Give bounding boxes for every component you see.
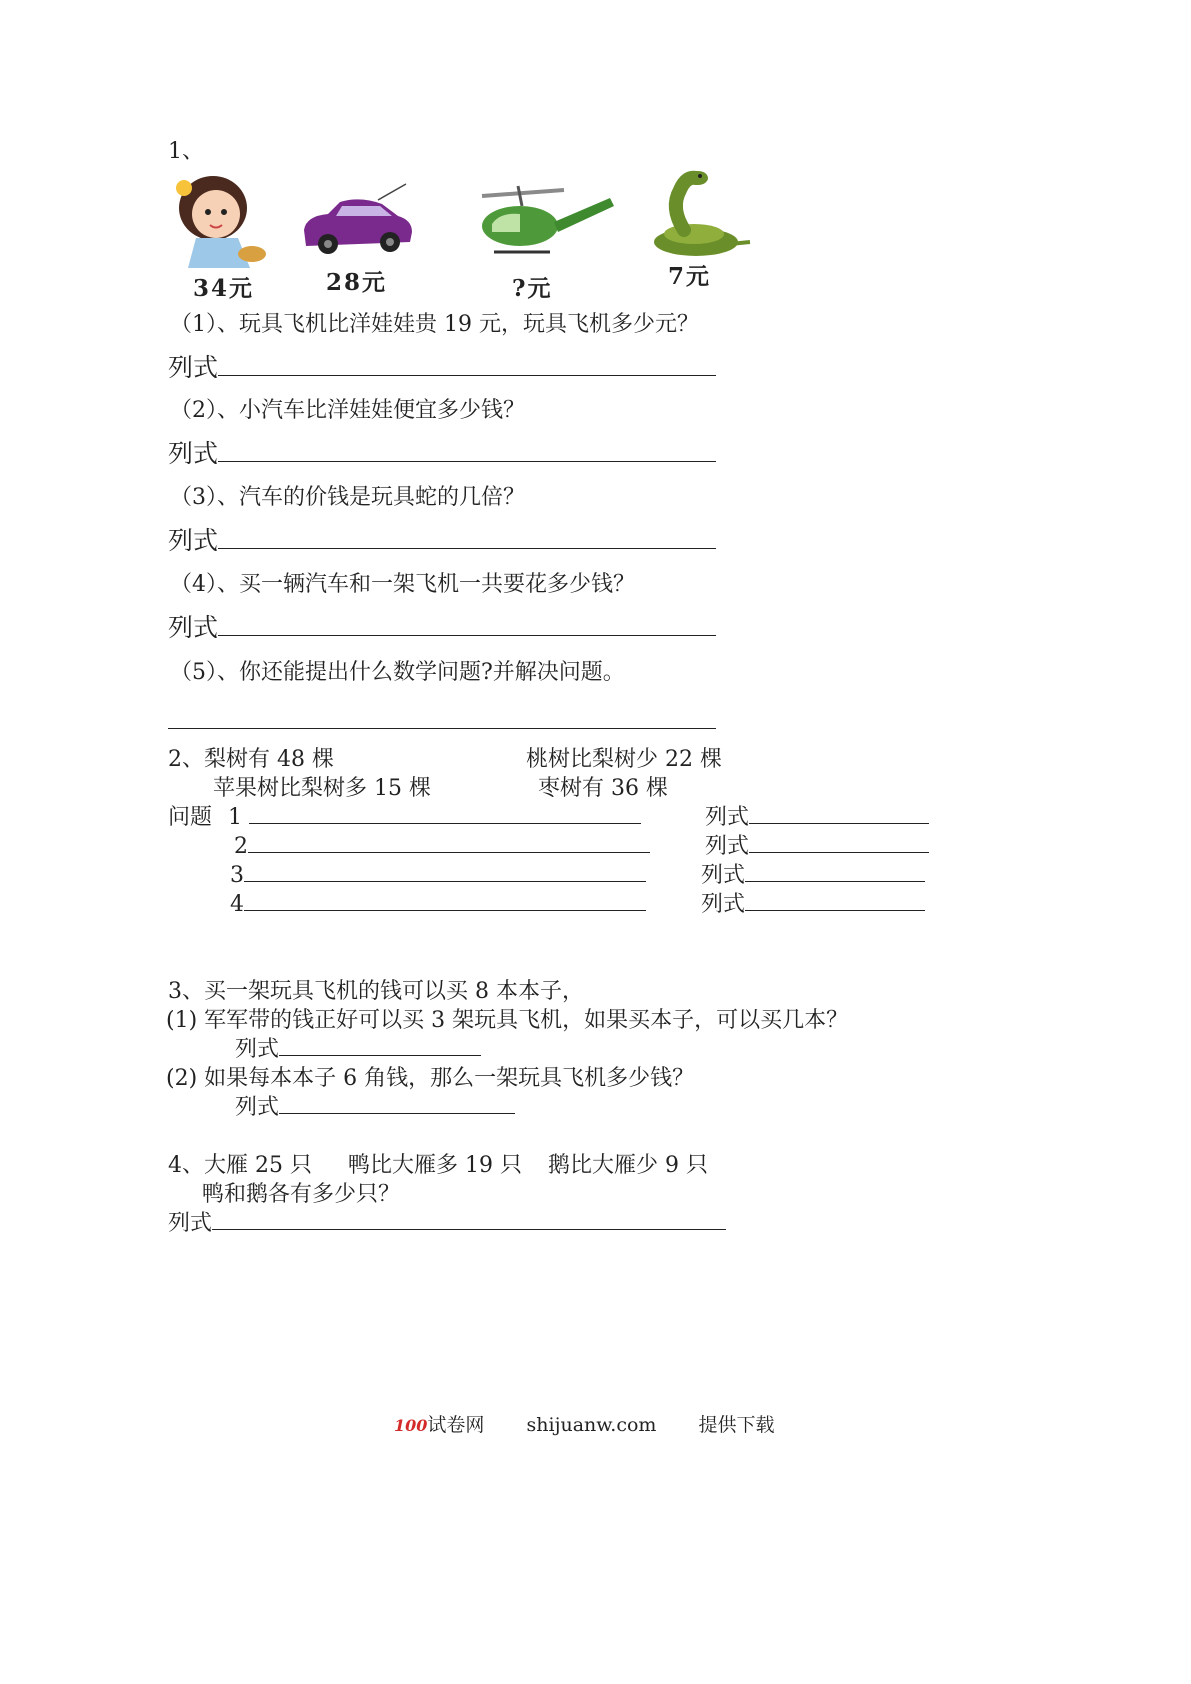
question-number: 4 — [230, 892, 244, 917]
footer — [394, 1412, 775, 1439]
footer-logo-number: 100 — [394, 1416, 428, 1435]
formula-label: 列式 — [168, 353, 219, 382]
answer-line[interactable] — [212, 1228, 726, 1230]
answer-line[interactable] — [745, 880, 925, 882]
q1-sub1: （1）、玩具飞机比洋娃娃贵 19 元，玩具飞机多少元？ — [170, 312, 699, 337]
car-picture — [298, 180, 418, 260]
snake-picture — [650, 168, 755, 260]
helicopter-price: ?元 — [512, 275, 553, 302]
q1-formula-row-2 — [168, 438, 716, 470]
q1-formula-row-3 — [168, 525, 716, 557]
answer-line[interactable] — [218, 374, 716, 376]
q1-formula-row-4 — [168, 612, 716, 644]
doll-picture — [168, 170, 273, 275]
q3-part1: (1) 军军带的钱正好可以买 3 架玩具飞机，如果买本子，可以买几本？ — [166, 1008, 849, 1033]
q4-formula-row — [168, 1209, 726, 1239]
q4-line1-b: 鸭比大雁多 19 只 — [348, 1153, 522, 1178]
q2-question-row-3 — [230, 861, 646, 891]
q3-formula-row-1 — [235, 1035, 481, 1065]
footer-note: 提供下载 — [698, 1414, 775, 1436]
answer-line[interactable] — [218, 634, 716, 636]
q4-line1-c: 鹅比大雁少 9 只 — [548, 1153, 708, 1178]
q1-number: 1、 — [168, 139, 204, 164]
q1-sub4: （4）、买一辆汽车和一架飞机一共要花多少钱？ — [170, 572, 635, 597]
q2-question-label: 问题 — [168, 805, 213, 830]
q1-formula-row-1 — [168, 352, 716, 384]
question-number: 1 — [228, 805, 242, 830]
q2-line1-right: 桃树比梨树少 22 棵 — [526, 747, 722, 772]
q2-line2-right: 枣树有 36 棵 — [538, 776, 668, 801]
answer-line[interactable] — [218, 547, 716, 549]
answer-line[interactable] — [749, 822, 929, 824]
question-line[interactable] — [249, 822, 641, 824]
q2-formula-row-3 — [701, 861, 925, 891]
question-line[interactable] — [244, 909, 646, 911]
q2-formula-row-4 — [701, 890, 925, 920]
q3-part2: (2) 如果每本本子 6 角钱，那么一架玩具飞机多少钱？ — [166, 1066, 695, 1091]
q1-sub5: （5）、你还能提出什么数学问题?并解决问题。 — [170, 660, 625, 685]
doll-price: 34元 — [193, 275, 255, 302]
formula-label: 列式 — [235, 1095, 280, 1120]
car-price: 28元 — [326, 269, 388, 296]
q2-question-row-4 — [230, 890, 646, 920]
q2-question-row-2 — [234, 832, 650, 862]
q2-line2-left: 苹果树比梨树多 15 棵 — [213, 776, 431, 801]
formula-label: 列式 — [705, 805, 750, 830]
q1-sub2: （2）、小汽车比洋娃娃便宜多少钱？ — [170, 398, 525, 423]
q2-formula-row-2 — [705, 832, 929, 862]
q3-title: 3、买一架玩具飞机的钱可以买 8 本本子， — [168, 979, 584, 1004]
q1-sub5-answer-line[interactable] — [168, 728, 716, 729]
formula-label: 列式 — [168, 439, 219, 468]
formula-label: 列式 — [705, 834, 750, 859]
formula-label: 列式 — [168, 526, 219, 555]
q1-sub3: （3）、汽车的价钱是玩具蛇的几倍？ — [170, 485, 525, 510]
footer-site-link[interactable]: shijuanw.com — [526, 1414, 657, 1436]
question-line[interactable] — [248, 851, 650, 853]
answer-line[interactable] — [749, 851, 929, 853]
snake-price: 7元 — [668, 263, 712, 290]
footer-logo-text: 试卷网 — [427, 1414, 485, 1436]
q2-line1-left: 2、梨树有 48 棵 — [168, 747, 334, 772]
question-number: 3 — [230, 863, 244, 888]
answer-line[interactable] — [279, 1112, 515, 1114]
helicopter-picture — [474, 182, 619, 262]
formula-label: 列式 — [168, 1211, 213, 1236]
answer-line[interactable] — [745, 909, 925, 911]
q2-formula-row-1 — [705, 803, 929, 833]
question-line[interactable] — [244, 880, 646, 882]
answer-line[interactable] — [279, 1054, 481, 1056]
q4-line1-a: 4、大雁 25 只 — [168, 1153, 312, 1178]
q2-question-row-1 — [228, 803, 641, 833]
formula-label: 列式 — [701, 892, 746, 917]
formula-label: 列式 — [701, 863, 746, 888]
question-number: 2 — [234, 834, 248, 859]
answer-line[interactable] — [218, 460, 716, 462]
q3-formula-row-2 — [235, 1093, 515, 1123]
formula-label: 列式 — [168, 613, 219, 642]
q4-line2: 鸭和鹅各有多少只？ — [202, 1182, 401, 1207]
formula-label: 列式 — [235, 1037, 280, 1062]
